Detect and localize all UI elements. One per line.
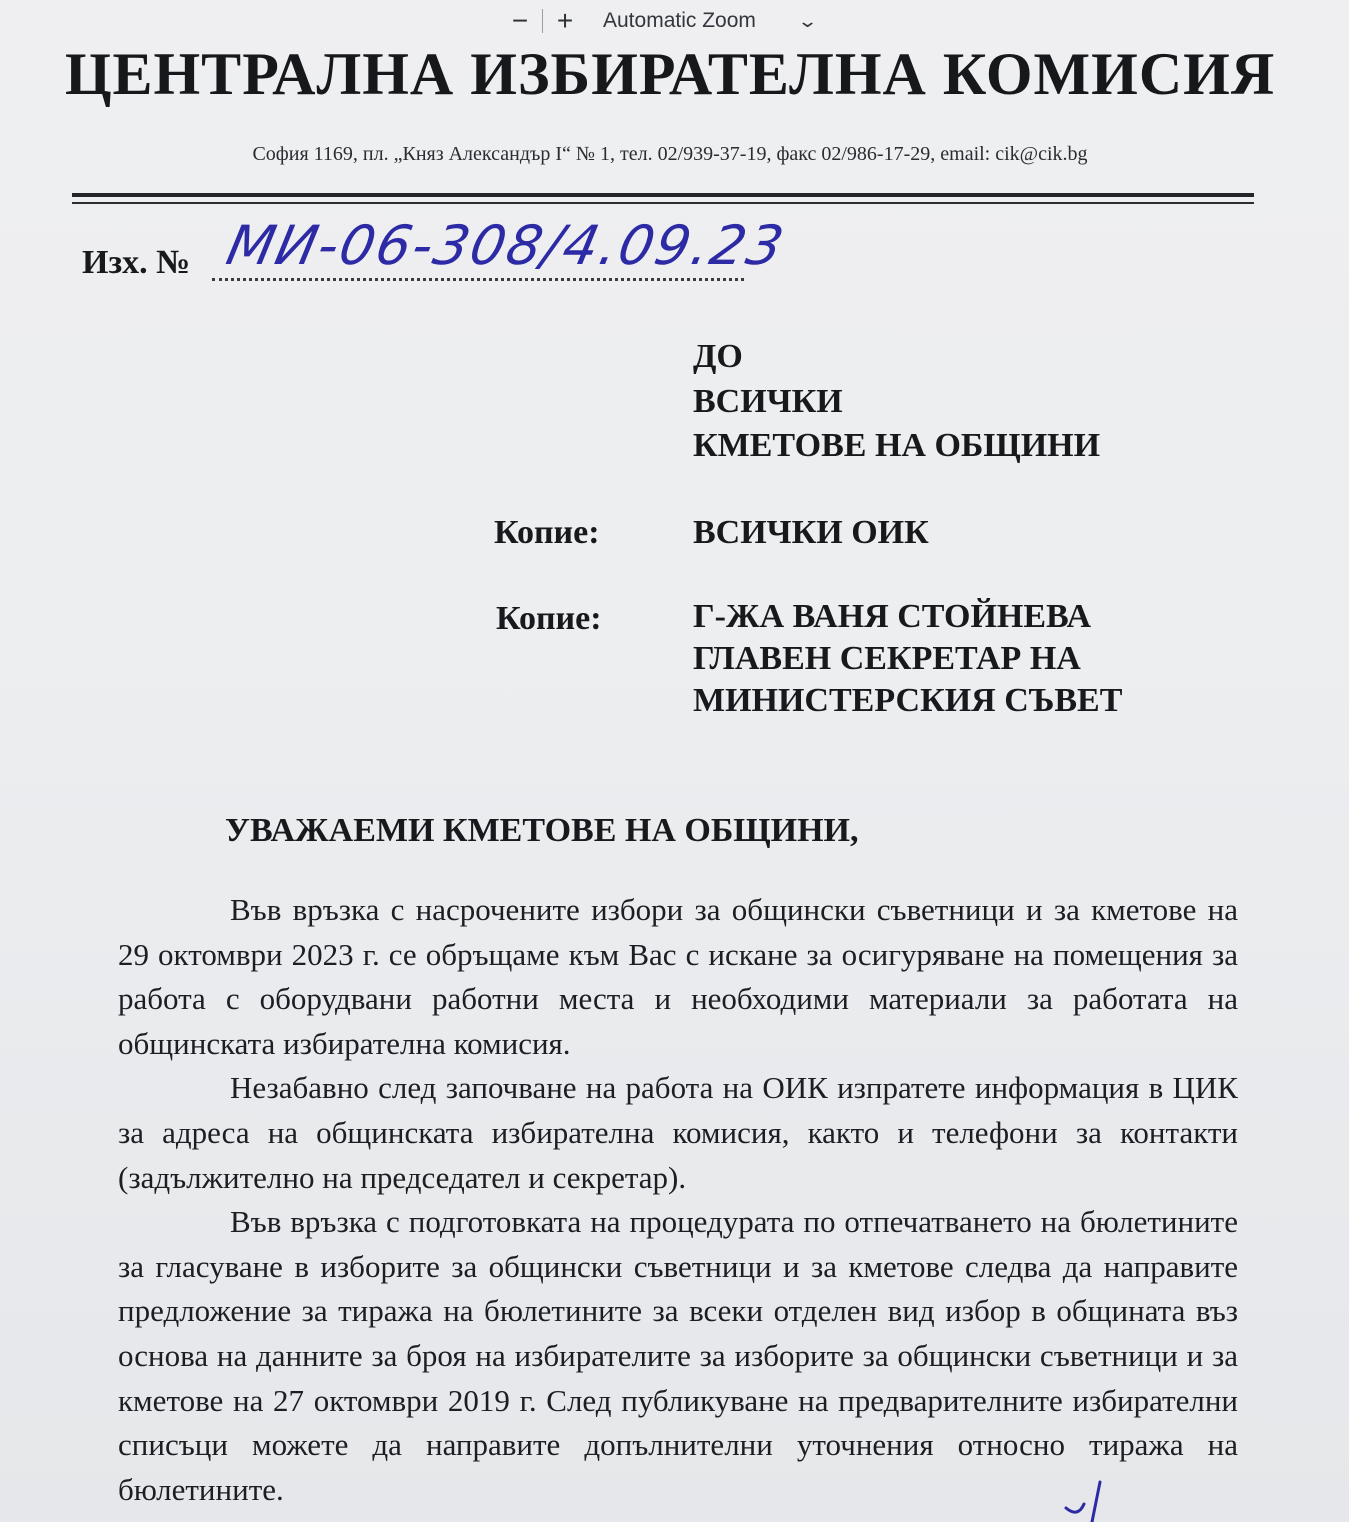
reference-label: Изх. №: [82, 244, 191, 281]
chevron-down-icon: ⌄: [796, 10, 819, 31]
reference-dotted-line: [212, 278, 744, 281]
recipient-to: ДО: [693, 338, 743, 375]
zoom-in-button[interactable]: [545, 4, 585, 38]
paragraph-2: Незабавно след започване на работа на ОИК изпратете информация в ЦИК за адреса на общинската избирателна комисия, както и телефони за контакти (задължително на председател и секретар).: [118, 1070, 1238, 1195]
minus-icon: −: [511, 5, 529, 36]
recipient-all: ВСИЧКИ: [693, 383, 843, 420]
letter-greeting: УВАЖАЕМИ КМЕТОВЕ НА ОБЩИНИ,: [225, 812, 859, 849]
zoom-value: Automatic Zoom: [603, 9, 756, 32]
paragraph-3: Във връзка с подготовката на процедурата по отпечатването на бюлетините за гласуване в изборите за общински съветници и за кметове следва да направите предложение за тиража на бюлетините за всеки отделен вид избор в общината въз основа на данните за броя на избирателите за изборите за общински съветници и за кметове на 27 октомври 2019 г. След публикуване на предварителните избирателни списъци можете да направите допълнителни уточнения относно тиража на бюлетините.: [118, 1204, 1238, 1507]
zoom-select[interactable]: [603, 9, 819, 33]
copy-recipient-oik: ВСИЧКИ ОИК: [693, 514, 929, 551]
zoom-out-button[interactable]: [500, 4, 540, 38]
org-address: София 1169, пл. „Княз Александър I“ № 1, тел. 02/939-37-19, факс 02/986-17-29, email: cik@cik.bg: [252, 143, 1088, 165]
reference-number: МИ-06-308/4.09.23: [221, 214, 791, 277]
recipient-mayors: КМЕТОВЕ НА ОБЩИНИ: [693, 427, 1101, 464]
copy-recipient-name: Г-ЖА ВАНЯ СТОЙНЕВА: [693, 598, 1092, 635]
plus-icon: +: [556, 5, 574, 36]
org-title: ЦЕНТРАЛНА ИЗБИРАТЕЛНА КОМИСИЯ: [64, 41, 1276, 107]
toolbar-separator: [542, 9, 543, 33]
copy-recipient-council: МИНИСТЕРСКИЯ СЪВЕТ: [693, 682, 1123, 719]
header-divider-thin: [72, 202, 1254, 204]
signature-stroke: [1060, 1478, 1140, 1522]
copy-recipient-title: ГЛАВЕН СЕКРЕТАР НА: [693, 640, 1081, 677]
viewer-toolbar: [500, 0, 860, 42]
copy-label-2: Копие:: [496, 600, 602, 637]
header-divider: [72, 193, 1254, 197]
copy-label-1: Копие:: [494, 514, 600, 551]
paragraph-1: Във връзка с насрочените избори за общински съветници и за кметове на 29 октомври 2023 г. се обръщаме към Вас с искане за осигуряване на помещения за работа с оборудвани работни места и необходими материали за работата на общинската избирателна комисия.: [118, 892, 1238, 1061]
letter-body: [118, 888, 1238, 1512]
